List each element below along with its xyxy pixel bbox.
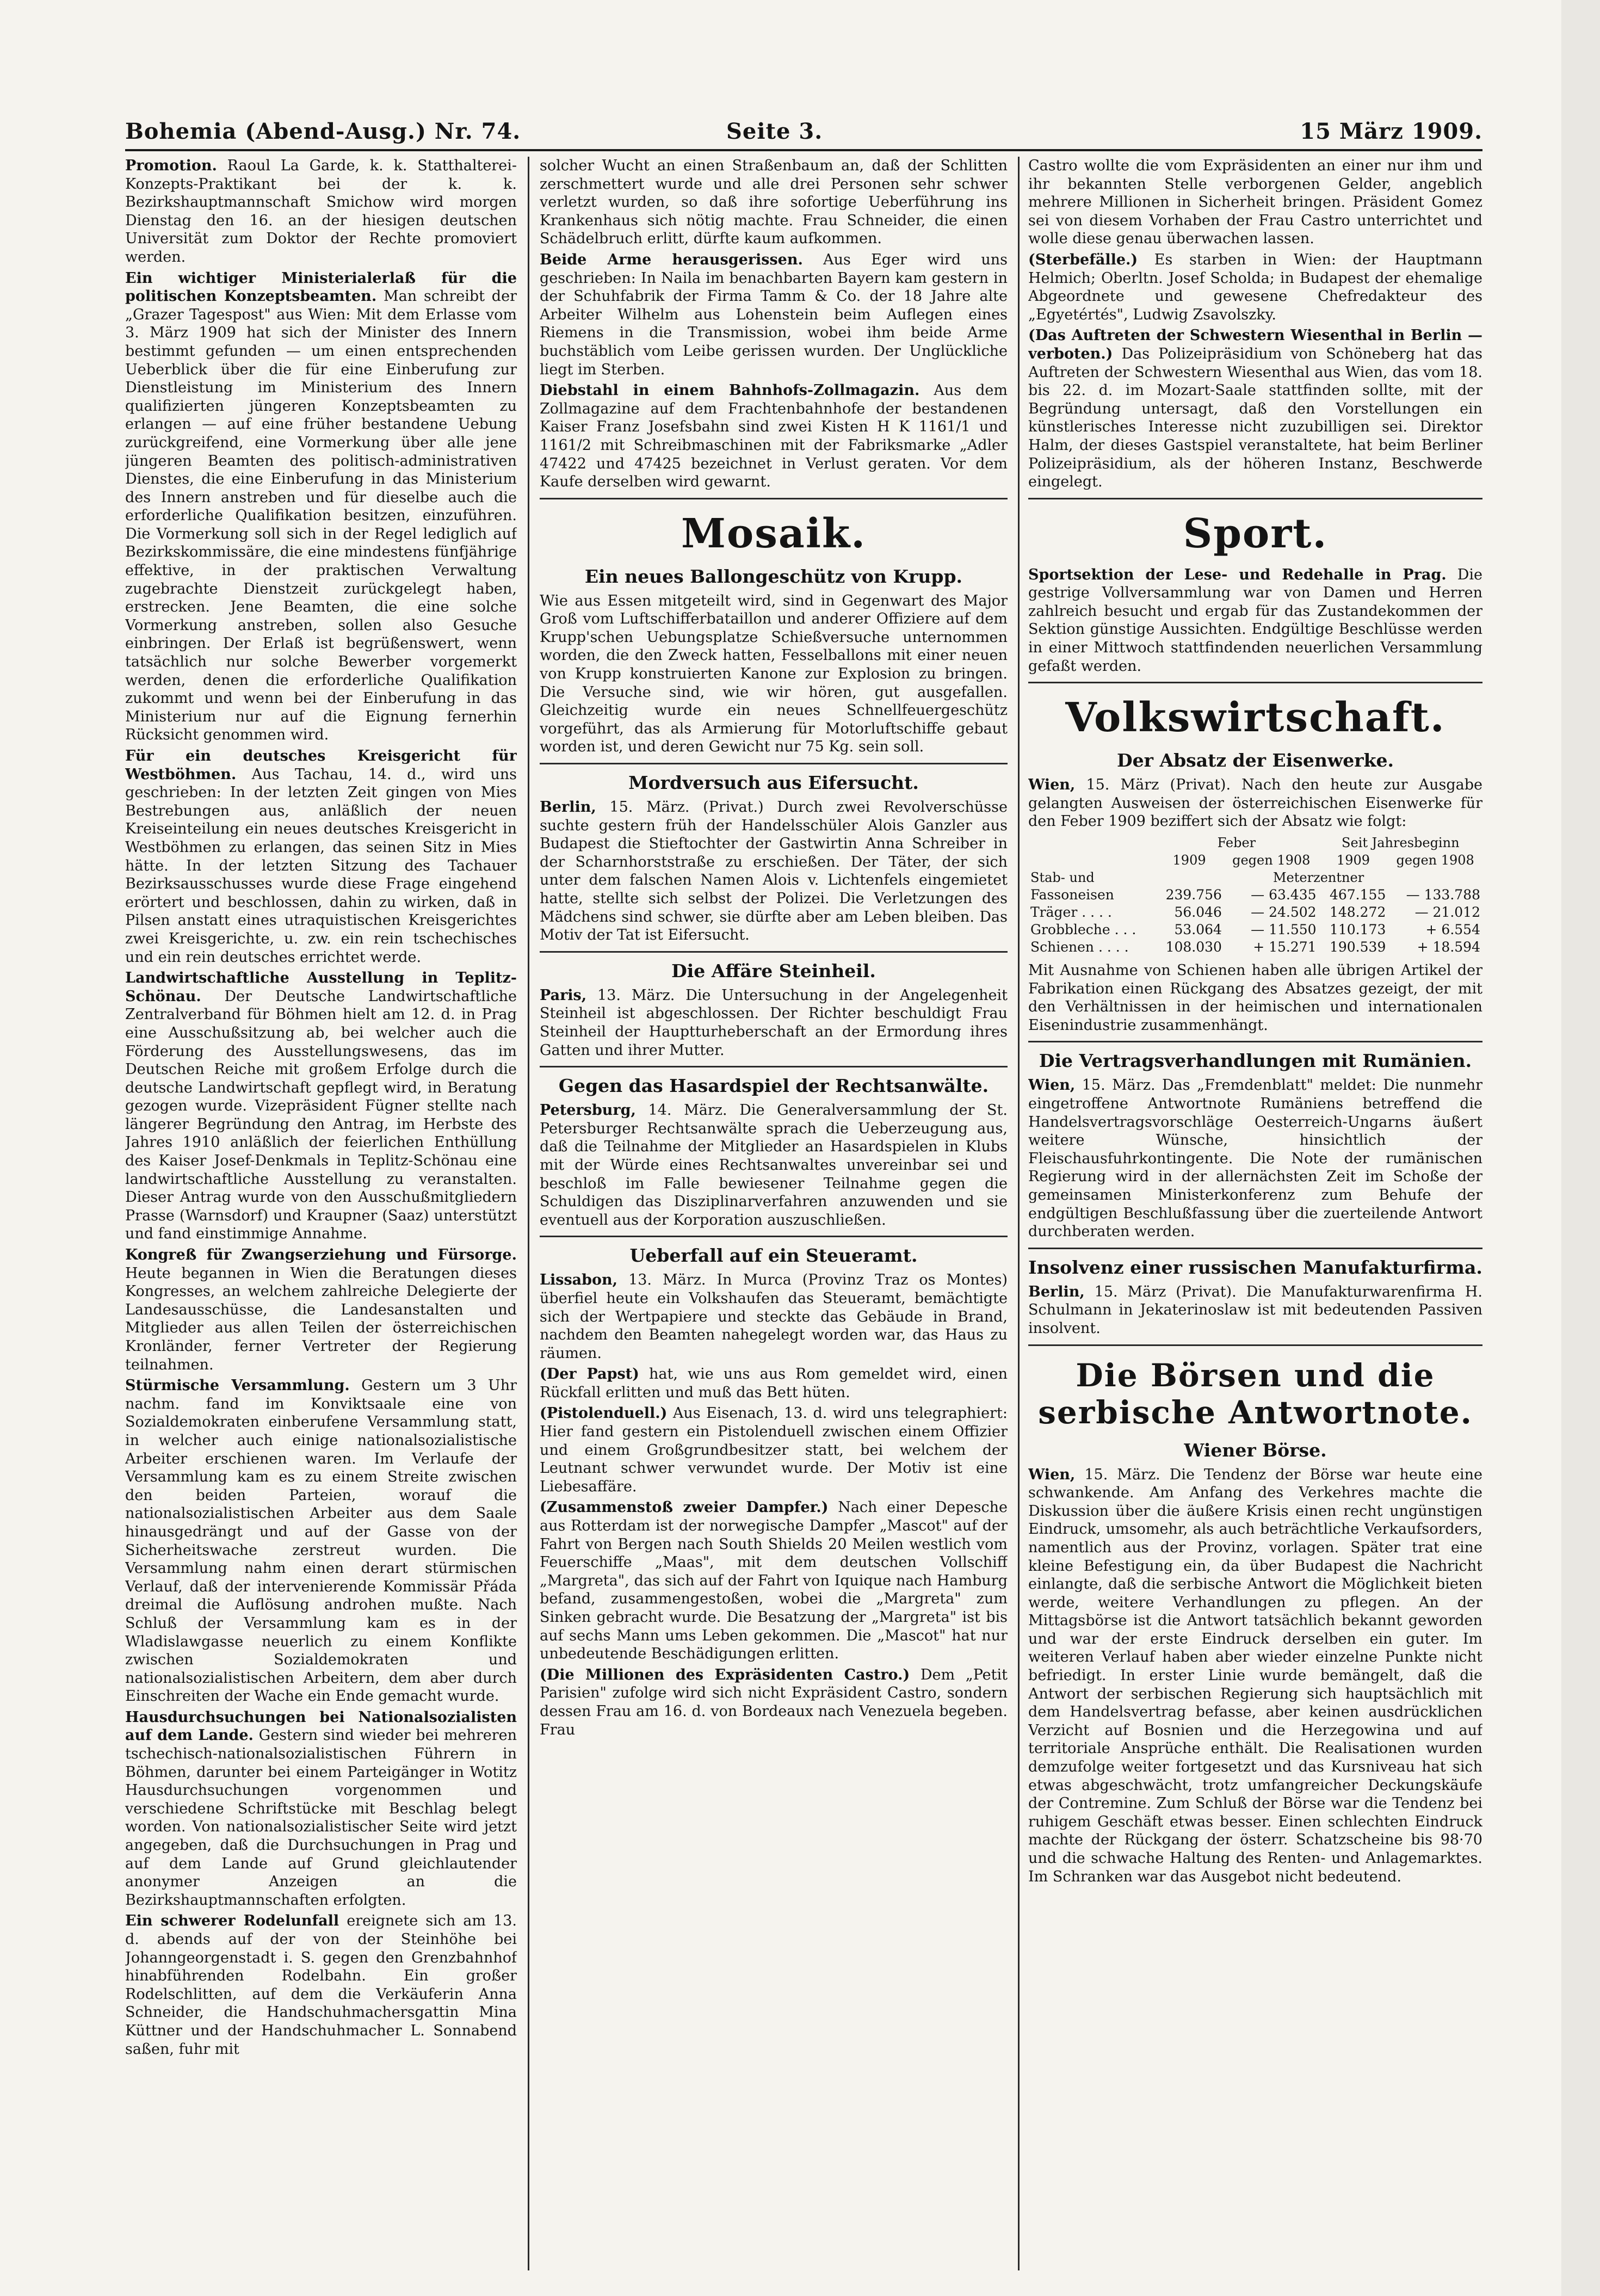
article-paragraph: [125, 1246, 517, 1374]
article-lead: Diebstahl in einem Bahnhofs-Zollmagazin.: [540, 382, 920, 399]
table-cell: Schienen . . . .: [1030, 939, 1129, 955]
article-lead: (Sterbefälle.): [1028, 251, 1138, 268]
table-row: [1028, 886, 1482, 904]
table-cell: 53.064: [1174, 922, 1222, 938]
article-headline: Die Affäre Steinheil.: [671, 960, 876, 982]
table-row: [1028, 939, 1482, 956]
article-lead: Berlin,: [540, 799, 596, 816]
article-lead: Promotion.: [125, 157, 217, 174]
page-edge: [1561, 0, 1600, 2296]
table-cell: 190.539: [1329, 939, 1386, 955]
article-headline: Wiener Börse.: [1184, 1439, 1327, 1461]
article-lead: Wien,: [1028, 776, 1076, 794]
article-paragraph: [1028, 157, 1482, 248]
table-cell: + 18.594: [1417, 939, 1480, 955]
article-rule: [540, 951, 1008, 953]
section-title-mosaik: Mosaik.: [681, 510, 867, 557]
table-cell: Grobbleche . . .: [1030, 922, 1136, 938]
section-title-volkswirtschaft: Volkswirtschaft.: [1065, 694, 1445, 742]
section-title-boersen: Die Börsen und die serbische Antwortnote.: [1038, 1356, 1473, 1431]
table-cell: + 6.554: [1425, 922, 1480, 938]
article-text: Gestern um 3 Uhr nachm. fand im Konviktsaale eine von Sozialdemokraten einberufene Versammlung statt, in welcher auch einige nationalsozialistische Arbeiter erschienen waren. Im Verlaufe der Versammlung kam es zu einem Streite zwischen den beiden Parteien, worauf die nationalsozialistischen Arbeiter aus dem Saale hinausgedrängt und auf der Gasse von der Sicherheitswache zerstreut wurden. Die Versammlung nahm einen derart stürmischen Verlauf, daß der intervenierende Kommissär Přáda dreimal die Auflösung androhen mußte. Nach Schluß der Versammlung kam es in der Wladislawgasse neuerlich zu einem Konflikte zwischen Sozialdemokraten und nationalsozialistischen Arbeitern, dem aber durch Einschreiten der Wache ein Ende gemacht wurde.: [125, 1377, 517, 1705]
article-text: Nach einer Depesche aus Rotterdam ist der norwegische Dampfer „Mascot" auf der Fahrt von Bergen nach South Shields 20 Meilen westlich vom Feuerschiffe „Maas", mit dem deutschen Vollschiff „Margreta", das sich auf der Fahrt von Iquique nach Hamburg befand, zusammengestoßen, wobei die „Margreta" zum Sinken gebracht wurde. Die Besatzung der „Margreta" ist bis auf sechs Mann ums Leben gekommen. Die „Mascot" hat nur unbedeutende Beschädigungen erlitten.: [540, 1499, 1008, 1663]
article-text: Aus dem Zollmagazine auf dem Frachtenbahnhofe der bestandenen Kaiser Franz Josefsbahn sind zwei Kisten H K 1161/1 und 1161/2 mit Schreibmaschinen mit der Fabriksmarke „Adler 47422 und 47425 bezeichnet in Verlust geraten. Vor dem Kaufe derselben wird gewarnt.: [540, 382, 1008, 491]
table-cell: — 24.502: [1251, 904, 1317, 921]
article-paragraph: [1028, 326, 1482, 491]
header-page-number: Seite 3.: [726, 119, 823, 144]
article-headline: Mordversuch aus Eifersucht.: [628, 772, 919, 794]
article-paragraph: [125, 1912, 517, 2058]
table-cell: Fassoneisen: [1030, 887, 1114, 903]
article-lead: Wien,: [1028, 1466, 1076, 1483]
column-divider: [528, 157, 529, 2270]
section-rule: [1028, 1344, 1482, 1346]
article-paragraph: [540, 1404, 1008, 1496]
article-paragraph: [1028, 1283, 1482, 1338]
section-rule: [1028, 682, 1482, 683]
article-paragraph: [540, 1101, 1008, 1229]
table-row: [1028, 921, 1482, 939]
article-paragraph: [540, 251, 1008, 379]
article-text: solcher Wucht an einen Straßenbaum an, daß der Schlitten zerschmettert wurde und alle drei Personen sehr schwer verletzt wurden, so daß ihre sofortige Ueberführung ins Krankenhaus sich nötig machte. Frau Schneider, die einen Schädelbruch erlitt, dürfte kaum aufkommen.: [540, 157, 1008, 248]
article-paragraph: [125, 747, 517, 966]
section-title-sport: Sport.: [1183, 510, 1328, 557]
article-lead: Lissabon,: [540, 1272, 618, 1289]
header-date: 15 März 1909.: [1300, 119, 1482, 144]
article-paragraph: [540, 157, 1008, 248]
article-text: Heute begannen in Wien die Beratungen dieses Kongresses, an welchem zahlreiche Delegierte der Landesausschüsse, die Landesanstalten und Mitglieder aus allen Teilen der österreichischen Kronländer, ferner Vertreter der Regierung teilnahmen.: [125, 1264, 517, 1373]
article-text: Aus Eisenach, 13. d. wird uns telegraphiert: Hier fand gestern ein Pistolenduell zwischen einem Offizier und einem Großgrundbesitzer statt, bei welchem der Leutnant schwer verwundet wurde. Der Motiv ist eine Liebesaffäre.: [540, 1405, 1008, 1495]
article-headline: Ueberfall auf ein Steueramt.: [629, 1245, 918, 1267]
article-lead: Landwirtschaftliche Ausstellung in Teplitz-Schönau.: [125, 970, 517, 1005]
article-paragraph: [540, 1666, 1008, 1739]
article-text: Der Deutsche Landwirtschaftliche Zentralverband für Böhmen hielt am 12. d. in Prag eine Ausschußsitzung ab, bei welcher auch die Förderung des Ausstellungswesens, das im Deutschen Reiche mit großem Erfolge durch die deutsche Landwirtschaft gepflegt wird, in Beratung gezogen wurde. Vizepräsident Fügner stellte nach längerer Begründung den Antrag, im Herbste des Jahres 1910 anläßlich der feierlichen Enthüllung des Kaiser Josef-Denkmals in Teplitz-Schönau eine landwirtschaftliche Ausstellung zu veranstalten. Dieser Antrag wurde von den Ausschußmitgliedern Prasse (Warnsdorf) und Kraupner (Saaz) unterstützt und fand einstimmige Annahme.: [125, 987, 517, 1243]
article-text: 15. März (Privat). Nach den heute zur Ausgabe gelangten Ausweisen der österreichischen Eisenwerke für den Feber 1909 beziffert sich der Absatz wie folgt:: [1028, 776, 1482, 830]
table-header-cell: Seit Jahresbeginn: [1342, 835, 1460, 851]
table-cell: — 21.012: [1414, 904, 1480, 921]
article-lead: (Das Auftreten der Schwestern Wiesenthal in Berlin — verboten.): [1028, 327, 1482, 362]
article-paragraph: [1028, 566, 1482, 676]
article-text: Es starben in Wien: der Hauptmann Helmich; Oberltn. Josef Scholda; in Budapest der ehemalige Abgeordnete und gewesene Chefredakteur des „Egyetértés", Ludwig Zsavolszky.: [1028, 251, 1482, 323]
article-text: Castro wollte die vom Expräsidenten an einer nur ihm und ihr bekannten Stelle verborgenen Gelder, angeblich mehrere Millionen in Sicherheit bringen. Präsident Gomez sei von diesem Vorhaben der Frau Castro unterrichtet und wolle diese genau überwachen lassen.: [1028, 157, 1482, 248]
article-paragraph: [1028, 1466, 1482, 1886]
column-divider: [1018, 157, 1020, 2270]
article-lead: Ein schwerer Rodelunfall: [125, 1912, 339, 1930]
article-text: 15. März (Privat). Die Manufakturwarenfirma H. Schulmann in Jekaterinoslaw ist mit bedeutenden Passiven insolvent.: [1028, 1283, 1482, 1337]
section-rule: [540, 498, 1008, 499]
article-lead: (Der Papst): [540, 1366, 639, 1383]
article-lead: Berlin,: [1028, 1283, 1085, 1300]
article-paragraph: [125, 1708, 517, 1910]
table-row: [1028, 904, 1482, 921]
article-lead: Petersburg,: [540, 1102, 636, 1119]
table-cell: — 11.550: [1251, 922, 1317, 938]
article-text: Man schreibt der „Grazer Tagespost" aus Wien: Mit dem Erlasse vom 3. März 1909 hat sich der Minister des Innern bestimmt gefunden — um einen entsprechenden Ueberblick über die für eine Einberufung zur Dienstleistung im Ministerium des Innern qualifizierten jüngeren Konzeptsbeamten zu erlangen — auf eine früher bestandene Uebung zurückgreifend, eine Vormerkung über alle jene jüngeren Beamten des politisch-administrativen Dienstes, die eine Einberufung in das Ministerium des Innern anstreben und für dieselbe auch die erforderliche Qualifikation besitzen, einzuführen. Die Vormerkung soll sich in der Regel lediglich auf Bezirkskommissäre, die eine mindestens fünfjährige effektive, in der praktischen Verwaltung zugebrachte Dienstzeit zurückgelegt haben, erstrecken. Jene Beamten, die eine solche Vormerkung anstreben, sollen also Gesuche einbringen. Der Erlaß ist begrüßenswert, wenn tatsächlich nur solche Bewerber vorgemerkt werden, denen die erforderliche Qualifikation zukommt und wenn bei der Einberufung in das Ministerium nur auf die Eignung fernerhin Rücksicht genommen wird.: [125, 288, 517, 744]
article-lead: Hausdurchsuchungen bei Nationalsozialisten auf dem Lande.: [125, 1708, 517, 1744]
table-header-cell: Feber: [1217, 835, 1256, 851]
table-label: Stab- und: [1030, 870, 1095, 886]
article-paragraph: [125, 969, 517, 1243]
article-text: 15. März. Die Tendenz der Börse war heute eine schwankende. Am Anfang des Verkehres machte die Diskussion über die äußere Krisis einen recht ungünstigen Eindruck, umsomehr, als auch beträchtliche Verkaufsorders, namentlich aus der Provinz, vorlagen. Später trat eine kleine Befestigung ein, da über Budapest die Nachricht einlangte, daß die serbische Antwort die Möglichkeit bieten werde, weitere Verhandlungen zu pflegen. An der Mittagsbörse ist die Antwort tatsächlich bekannt geworden und war der erste Eindruck derselben ein guter. Im weiteren Verlauf haben aber wieder einzelne Punkte nicht befriedigt. In erster Linie wurde bemängelt, daß die Antwort der serbischen Regierung sich hauptsächlich mit dem Handelsvertrag befasse, aber keinen ausdrücklichen Verzicht auf Bosnien und die Herzegowina und auf territoriale Ansprüche enthält. Die Realisationen wurden demzufolge weiter fortgesetzt und das Kursniveau hat sich etwas abgeschwächt, trotz umfangreicher Deckungskäufe der Contremine. Zum Schluß der Börse war die Tendenz bei ruhigem Geschäft etwas besser. Einen schlechten Eindruck machte der Rückgang der österr. Schatzscheine bis 98·70 und die schwache Haltung des Renten- und Anlagemarktes. Im Schranken war das Ausgebot nicht bedeutend.: [1028, 1466, 1482, 1885]
iron-sales-table: [1028, 834, 1482, 956]
article-paragraph: [125, 1377, 517, 1706]
table-header-row: [1028, 834, 1482, 851]
article-headline: Der Absatz der Eisenwerke.: [1117, 750, 1394, 771]
table-header-cell: [1028, 834, 1154, 851]
article-headline: Die Vertragsverhandlungen mit Rumänien.: [1039, 1050, 1472, 1072]
article-text: 14. März. Die Generalversammlung der St. Petersburger Rechtsanwälte sprach die Ueberzeugung aus, daß die Teilnahme der Mitglieder an Hasardspielen in Klubs mit der Würde eines Rechtsanwaltes unvereinbar sei und beschloß im Falle bewiesener Teilnahme gegen die Schuldigen das Disziplinarverfahren anzuwenden und sie eventuell aus der Korporation auszuschließen.: [540, 1102, 1008, 1229]
article-text: Raoul La Garde, k. k. Statthalterei-Konzepts-Praktikant bei der k. k. Bezirkshauptmannschaft Smichow wird morgen Dienstag den 16. an der hiesigen deutschen Universität zum Doktor der Rechte promoviert werden.: [125, 157, 517, 266]
article-text: hat, wie uns aus Rom gemeldet wird, einen Rückfall erlitten und muß das Bett hüten.: [540, 1366, 1008, 1401]
section-rule: [1028, 498, 1482, 499]
article-lead: Paris,: [540, 986, 587, 1004]
table-cell: Träger . . . .: [1030, 904, 1112, 921]
table-cell: 108.030: [1165, 939, 1222, 955]
article-rule: [540, 1236, 1008, 1237]
table-header-cell: 1909: [1172, 853, 1206, 868]
page-header: [125, 119, 1482, 151]
article-lead: Wien,: [1028, 1077, 1076, 1094]
article-paragraph: Mit Ausnahme von Schienen haben alle übrigen Artikel der Fabrikation einen Rückgang des Absatzes gezeigt, der mit den Verhältnissen in der heimischen und internationalen Eisenindustrie zusammenhängt.: [1028, 962, 1482, 1034]
table-cell: 110.173: [1329, 922, 1386, 938]
article-lead: Beide Arme herausgerissen.: [540, 251, 803, 268]
table-cell: 239.756: [1165, 887, 1222, 903]
article-paragraph: [1028, 251, 1482, 324]
article-paragraph: [1028, 776, 1482, 831]
article-text: Aus Tachau, 14. d., wird uns geschrieben: In der letzten Zeit gingen von Mies Bestrebungen aus, anläßlich der neuen Kreiseinteilung ein neues deutsches Kreisgericht in Westböhmen zu erlangen, das seinen Sitz in Mies hätte. In der letzten Sitzung des Tachauer Bezirksausschusses wurde diese Frage eingehend erörtert und beschlossen, dahin zu wirken, daß in Pilsen anstatt eines utraquistischen Kreisgerichtes zwei Kreisgerichte, u. zw. ein rein tschechisches und ein rein deutsches errichtet werde.: [125, 766, 517, 966]
article-headline: Insolvenz einer russischen Manufakturfirma.: [1028, 1256, 1482, 1278]
column-3: [1028, 157, 1482, 2270]
article-paragraph: [1028, 1076, 1482, 1240]
article-lead: (Zusammenstoß zweier Dampfer.): [540, 1499, 829, 1516]
table-cell: — 133.788: [1406, 887, 1480, 903]
article-headline: Ein neues Ballongeschütz von Krupp.: [584, 565, 963, 587]
article-text: 13. März. In Murca (Provinz Traz os Montes) überfiel heute ein Volkshaufen das Steueramt, bemächtigte sich der Wertpapiere und steckte das Gebäude in Brand, nachdem den Beamten nahegelegt worden war, das Haus zu räumen.: [540, 1272, 1008, 1362]
article-text: 13. März. Die Untersuchung in der Angelegenheit Steinheil ist abgeschlossen. Der Richter beschuldigt Frau Steinheil der Hauptturheberschaft an der Ermordung ihres Gatten und ihrer Mutter.: [540, 986, 1008, 1059]
table-header-cell: [1028, 851, 1154, 869]
article-text: ereignete sich am 13. d. abends auf der von der Steinhöhe bei Johanngeorgenstadt i. S. gegen den Grenzbahnhof hinabführenden Rodelbahn. Ein großer Rodelschlitten, auf dem die Verkäuferin Anna Schneider, die Handschuhmachersgattin Mina Küttner und der Handschuhmacher L. Sonnabend saßen, fuhr mit: [125, 1912, 517, 2058]
article-paragraph: [125, 157, 517, 267]
article-rule: [540, 763, 1008, 764]
header-publication: Bohemia (Abend-Ausg.) Nr. 74.: [125, 119, 521, 144]
table-cell: 148.272: [1329, 904, 1386, 921]
article-text: Aus Eger wird uns geschrieben: In Naila im benachbarten Bayern kam gestern in der Schuhfabrik der Firma Tamm & Co. der 18 Jahre alte Arbeiter Wilhelm aus Lohenstein beim Auflegen eines Riemens in die Transmission, wobei ihm beide Arme buchstäblich vom Leibe gerissen wurden. Der Unglückliche liegt im Sterben.: [540, 251, 1008, 378]
table-cell: 467.155: [1329, 887, 1386, 903]
article-rule: [540, 1066, 1008, 1067]
article-text: Wie aus Essen mitgeteilt wird, sind in Gegenwart des Major Groß vom Luftschifferbataillon und anderer Offiziere auf dem Krupp'schen Uebungsplatze Schießversuche unternommen worden, die den Zweck hatten, Fesselballons mit einer neuen von Krupp konstruierten Kanone zur Explosion zu bringen. Die Versuche sind, wie wir hören, gut ausgefallen. Gleichzeitig wurde ein neues Schnellfeuergeschütz vorgeführt, das als Armierung für Motorluftschiffe gebaut worden ist, und deren Gewicht nur 75 Kg. sein soll.: [540, 592, 1008, 756]
column-2: [540, 157, 1008, 2270]
article-headline: Gegen das Hasardspiel der Rechtsanwälte.: [558, 1075, 989, 1097]
header-rule: [125, 149, 1482, 151]
article-lead: Sportsektion der Lese- und Redehalle in Prag.: [1028, 566, 1447, 583]
table-cell: + 15.271: [1253, 939, 1317, 955]
article-rule: [1028, 1248, 1482, 1249]
article-text: Das Polizeipräsidium von Schöneberg hat das Auftreten der Schwestern Wiesenthal aus Wien, das vom 18. bis 22. d. im Mozart-Saale stattfinden sollte, mit der Begründung untersagt, daß den Vorstellungen ein künstlerisches Interesse nicht zuzubilligen sei. Direktor Halm, der dieses Gastspiel veranstaltete, hat beim Berliner Polizeipräsidium, als der höheren Instanz, Beschwerde eingelegt.: [1028, 345, 1482, 491]
article-paragraph: [540, 798, 1008, 945]
article-lead: Ein wichtiger Ministerialerlaß für die politischen Konzeptsbeamten.: [125, 269, 517, 305]
article-paragraph: [540, 986, 1008, 1059]
table-header-row: [1028, 869, 1482, 886]
article-paragraph: [540, 1271, 1008, 1362]
table-unit: Meterzentner: [1272, 870, 1364, 886]
article-lead: (Pistolenduell.): [540, 1405, 668, 1422]
article-text: Gestern sind wieder bei mehreren tschechisch-nationalsozialistischen Führern in Böhmen, darunter bei einem Parteigänger in Wotitz Hausdurchsuchungen vorgenommen und verschiedene Schriftstücke mit Beschlag belegt worden. Von nationalsozialistischer Seite wird jetzt angegeben, daß die Durchsuchungen in Prag und auf dem Lande auf Grund gleichlautender anonymer Anzeigen an die Bezirkshauptmannschaften erfolgten.: [125, 1727, 517, 1909]
article-paragraph: [540, 1498, 1008, 1663]
column-1: [125, 157, 517, 2270]
article-text: 15. März. Das „Fremdenblatt" meldet: Die nunmehr eingetroffene Antwortnote Rumäniens betreffend die Handelsvertragsvorschläge Oesterreich-Ungarns äußert weitere Wünsche, hinsichtlich der Fleischausfuhrkontingente. Die Note der rumänischen Regierung wird in der allernächsten Zeit im Schoße der gemeinsamen Ministerkonferenz zum Behufe der endgültigen Beschlußfassung über die zuerteilende Antwort durchberaten werden.: [1028, 1077, 1482, 1240]
table-header-cell: gegen 1908: [1396, 853, 1474, 868]
article-paragraph: [540, 381, 1008, 491]
table-header-cell: gegen 1908: [1232, 853, 1311, 868]
article-text: 15. März. (Privat.) Durch zwei Revolverschüsse suchte gestern früh der Handelsschüler Alois Ganzler aus Budapest die Stieftochter der Gastwirtin Anna Schreiber in der Scharnhorststraße zu erschießen. Der Täter, der sich unter dem falschen Namen Alois v. Lichtenfels eingemietet hatte, stellte sich selbst der Polizei. Die Verletzungen des Mädchens sind schwer, sie dürfte aber am Leben bleiben. Das Motiv der Tat ist Eifersucht.: [540, 799, 1008, 944]
table-cell: — 63.435: [1251, 887, 1317, 903]
article-rule: [1028, 1041, 1482, 1042]
article-paragraph: [125, 269, 517, 744]
article-lead: (Die Millionen des Expräsidenten Castro.): [540, 1666, 910, 1683]
article-paragraph: [540, 592, 1008, 756]
article-lead: Für ein deutsches Kreisgericht für Westböhmen.: [125, 748, 517, 783]
article-paragraph: [540, 1365, 1008, 1402]
article-lead: Stürmische Versammlung.: [125, 1377, 350, 1394]
article-lead: Kongreß für Zwangserziehung und Fürsorge.: [125, 1246, 517, 1264]
table-cell: 56.046: [1174, 904, 1222, 921]
article-text: Die gestrige Vollversammlung war von Damen und Herren zahlreich besucht und ergab für das Zustandekommen der Sektion günstige Aussichten. Endgültige Beschlüsse werden in einer Mittwoch stattfindenden neuerlichen Versammlung gefaßt werden.: [1028, 566, 1482, 675]
table-header-row: [1028, 851, 1482, 869]
article-text: Dem „Petit Parisien" zufolge wird sich nicht Expräsident Castro, sondern dessen Frau am 16. d. von Bordeaux nach Venezuela begeben. Frau: [540, 1666, 1008, 1738]
table-header-cell: 1909: [1336, 853, 1370, 868]
